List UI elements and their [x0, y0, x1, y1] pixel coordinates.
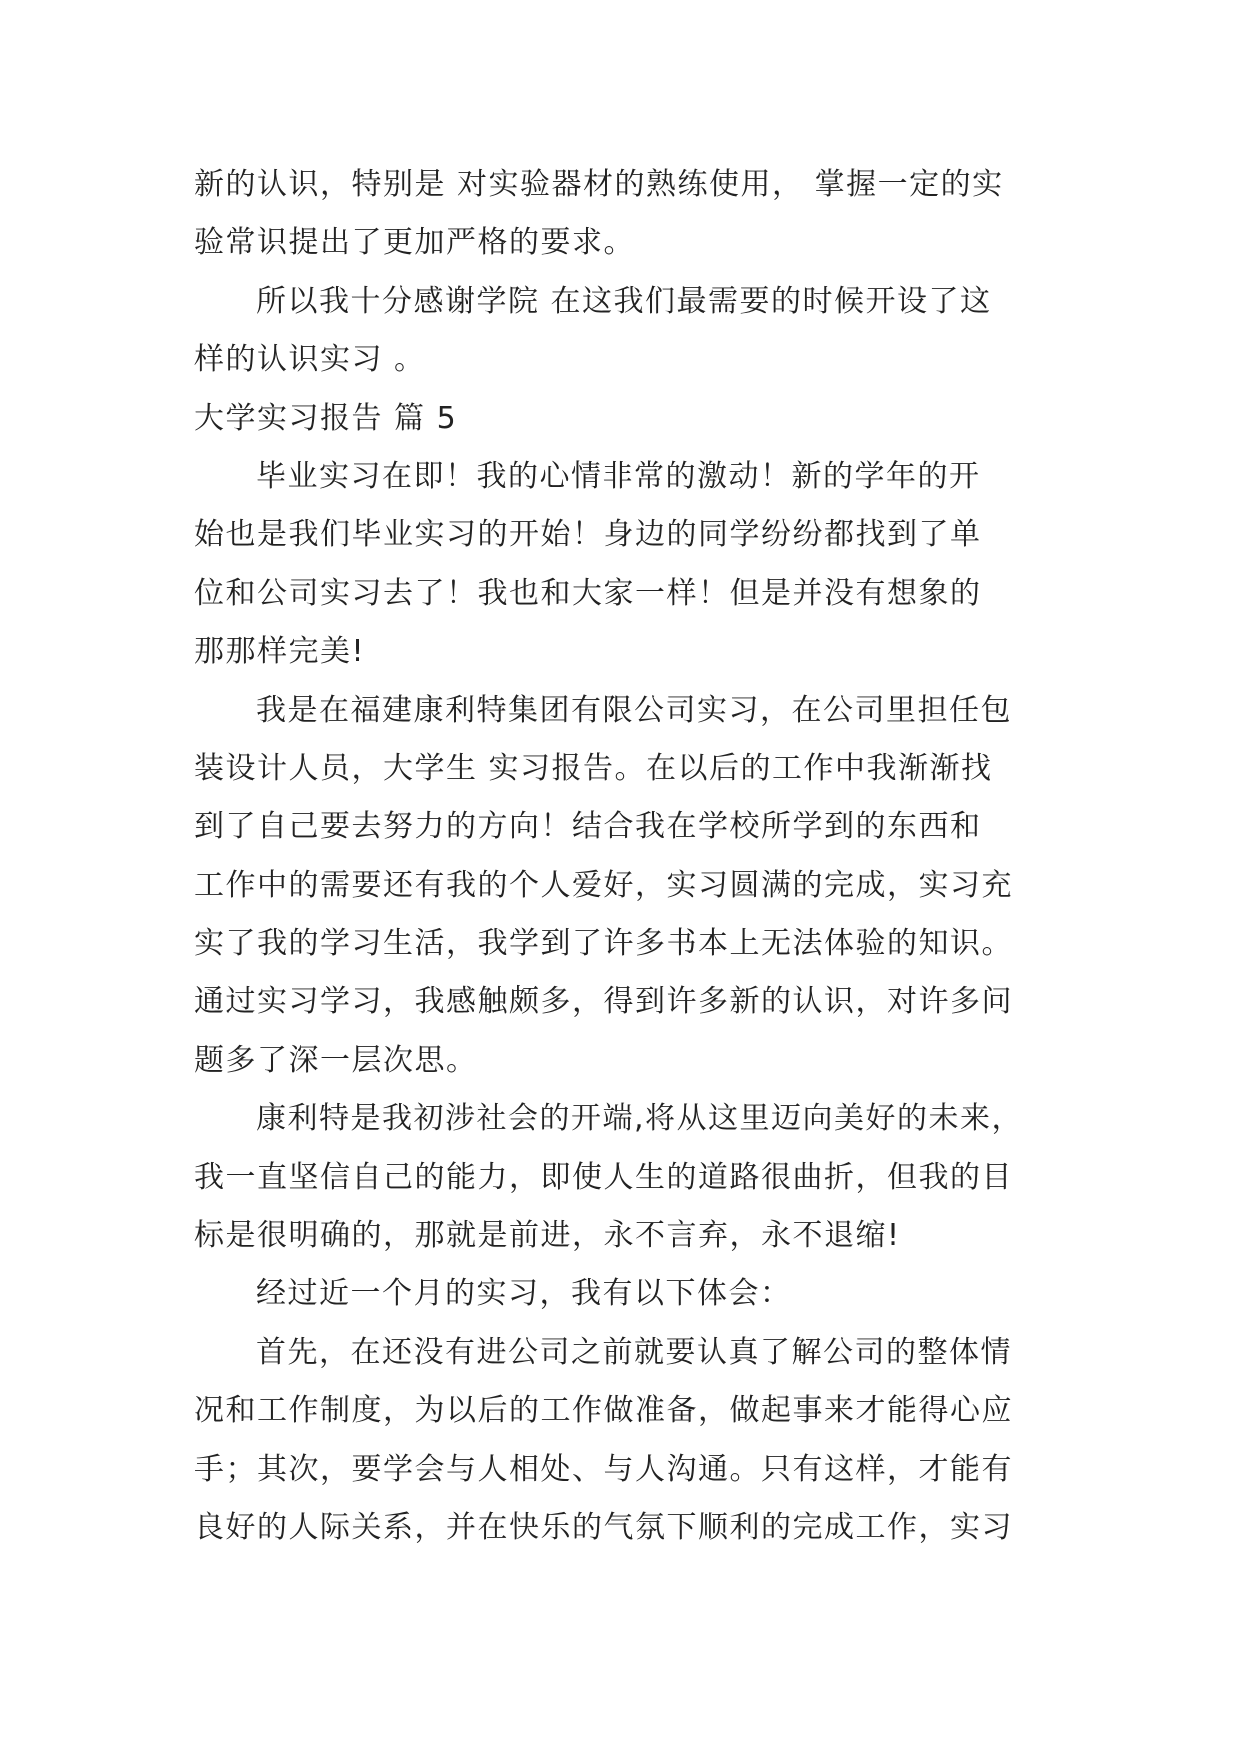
- document-body: [194, 156, 1054, 1557]
- text-line-20: 经过近一个月的实习，我有以下体会：: [256, 1276, 792, 1312]
- text-line-11: 装设计人员，大学生 实习报告。在以后的工作中我渐渐找: [194, 750, 993, 786]
- text-line-9: 那那样完美!: [194, 634, 366, 670]
- text-line-10: 我是在福建康利特集团有限公司实习，在公司里担任包: [256, 692, 1012, 728]
- text-line-16: 题多了深一层次思。: [194, 1042, 478, 1078]
- text-line-3: 所以我十分感谢学院 在这我们最需要的时候开设了这: [256, 283, 992, 319]
- text-line-1: 新的认识，特别是 对实验器材的熟练使用， 掌握一定的实: [194, 167, 1004, 202]
- text-line-2: 验常识提出了更加严格的要求。: [194, 225, 635, 261]
- text-line-19: 标是很明确的，那就是前进，永不言弃，永不退缩!: [194, 1218, 901, 1254]
- text-line-23: 手；其次，要学会与人相处、与人沟通。只有这样，才能有: [194, 1451, 1013, 1487]
- text-line-18: 我一直坚信自己的能力，即使人生的道路很曲折，但我的目: [194, 1159, 1013, 1195]
- text-line-17: 康利特是我初涉社会的开端,将从这里迈向美好的未来，: [256, 1101, 1024, 1137]
- text-line-14: 实了我的学习生活，我学到了许多书本上无法体验的知识。: [194, 926, 1013, 962]
- section-heading: 大学实习报告 篇 5: [194, 400, 458, 436]
- text-line-22: 况和工作制度，为以后的工作做准备，做起事来才能得心应: [194, 1393, 1013, 1429]
- text-line-12: 到了自己要去努力的方向！结合我在学校所学到的东西和: [194, 809, 982, 845]
- text-line-15: 通过实习学习，我感触颇多，得到许多新的认识，对许多问: [194, 984, 1013, 1020]
- text-line-7: 始也是我们毕业实习的开始！身边的同学纷纷都找到了单: [194, 517, 982, 553]
- text-line-4: 样的认识实习 。: [194, 342, 426, 378]
- text-line-24: 良好的人际关系，并在快乐的气氛下顺利的完成工作，实习: [194, 1509, 1013, 1545]
- text-line-6: 毕业实习在即！我的心情非常的激动！新的学年的开: [256, 458, 981, 494]
- text-line-21: 首先，在还没有进公司之前就要认真了解公司的整体情: [256, 1334, 1012, 1370]
- text-line-13: 工作中的需要还有我的个人爱好，实习圆满的完成，实习充: [194, 867, 1013, 903]
- text-line-8: 位和公司实习去了！我也和大家一样！但是并没有想象的: [194, 575, 982, 611]
